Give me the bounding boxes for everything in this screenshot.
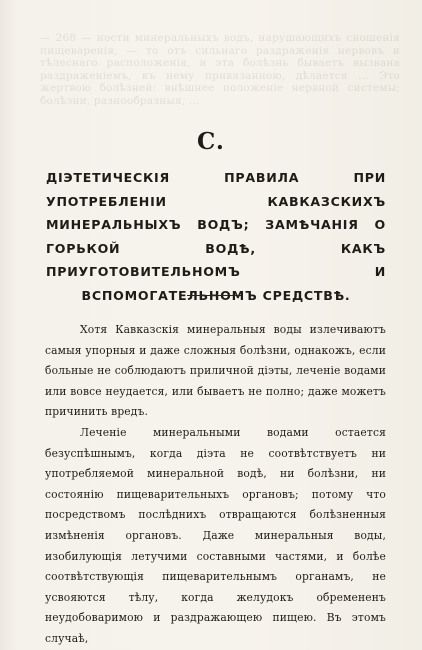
paragraph: Хотя Кавказскія минеральныя воды излечиваютъ самыя упорныя и даже сложныя болѣзни, однакожъ, если больные не соблюдаютъ приличной діэты, леченіе водами или вовсе неудается, или бываетъ не полно; даже можетъ причинить вредъ. [45,323,386,419]
body-text [45,320,386,650]
bleed-through-content: — 268 — ности минеральныхъ водъ, нарушающихъ сношенія пищеваренія, — то отъ сильнаго раздраженія нервовъ и тѣлеснаго расположенія, и эта болѣзнь бываетъ вызвана раздраженіемъ, къ нему привязанною, дѣлается ... Это жертвою болѣзней: внѣшнее положеніе нервной системы; болѣзни, разнообразныя, ... [40,32,400,107]
section-heading: ДІЭТЕТИЧЕСКІЯ ПРАВИЛА ПРИ УПОТРЕБЛЕНІИ КАВКАЗСКИХЪ МИНЕРАЛЬНЫХЪ ВОДЪ; ЗАМѢЧАНІЯ О ГОРЬКОЙ ВОДѢ, КАКЪ ПРИУГОТОВИТЕЛЬНОМЪ И ВСПОМОГАТЕЛЬНОМЪ СРЕДСТВѢ. [46,170,386,303]
heading-divider [187,295,241,296]
section-letter: C. [197,128,225,155]
bleed-through-text [40,32,400,107]
paragraph: Леченіе минеральными водами остается безуспѣшнымъ, когда діэта не соотвѣтствуетъ ни употребляемой минеральной водѣ, ни болѣзни, ни состоянію пищеварительныхъ органовъ; потому что посредствомъ послѣднихъ отвращаются болѣзненныя измѣненія органовъ. Даже минеральныя воды, изобилующія летучими составными частями, и болѣе соотвѣтствующія пищеварительнымъ органамъ, не усвояются тѣлу, когда желудокъ обремененъ неудобоваримою и раздражающею пищею. Въ этомъ случаѣ, [45,425,386,645]
